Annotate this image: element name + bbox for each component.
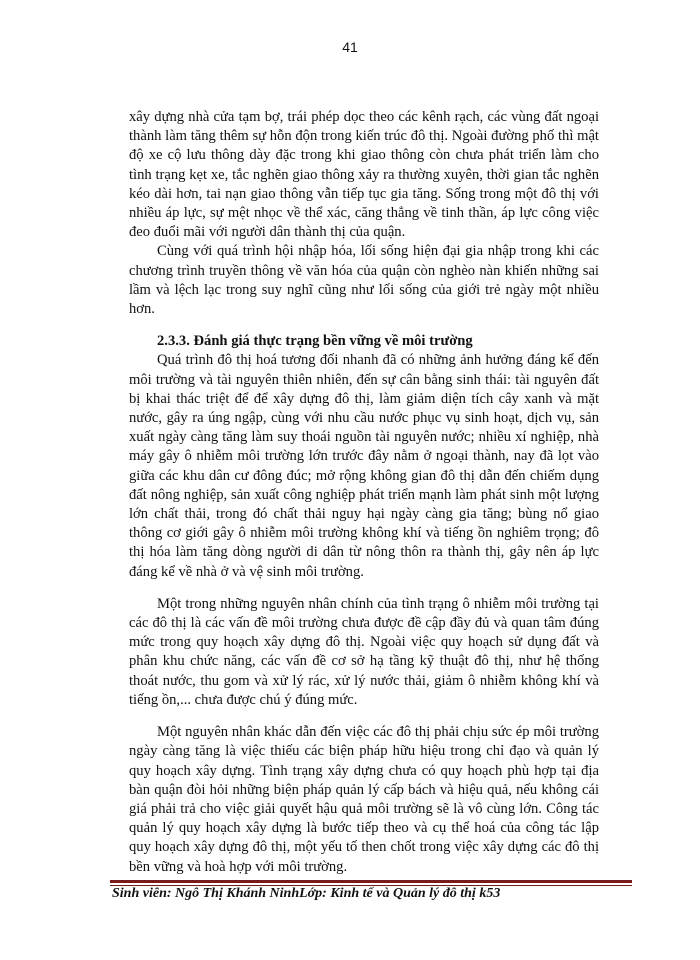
section-heading: 2.3.3. Đánh giá thực trạng bền vững về môi trường bbox=[157, 333, 473, 350]
paragraph: Một trong những nguyên nhân chính của tình trạng ô nhiễm môi trường tại các đô thị là các vấn đề môi trường chưa được đề cập đầy đủ và quan tâm đúng mức trong quy hoạch xây dựng đô thị. Ngoài việc quy hoạch sử dụng đất và phân khu chức năng, các vấn đề cơ sở hạ tầng kỹ thuật đô thị, như hệ thống thoát nước, thu gom và xử lý rác, xử lý nước thải, giảm ô nhiễm không khí và tiếng ồn,... chưa được chú ý đúng mức. bbox=[129, 595, 599, 708]
paragraph: xây dựng nhà cửa tạm bợ, trái phép dọc theo các kênh rạch, các vùng đất ngoại thành làm tăng thêm sự hỗn độn trong kiến trúc đô thị. Ngoài đường phố thì mật độ xe cộ lưu thông dày đặc trong khi giao thông còn chưa phát triển làm cho tình trạng kẹt xe, tắc nghẽn giao thông xảy ra thường xuyên, thời gian tắc nghẽn kéo dài hơn, tai nạn giao thông vẫn tiếp tục gia tăng. Sống trong một đô thị với nhiều áp lực, sự mệt nhọc về thể xác, căng thẳng về tinh thần, áp lực công việc đeo đuổi mãi với người dân thành thị của quận. bbox=[129, 109, 599, 241]
paragraph: Quá trình đô thị hoá tương đối nhanh đã có những ảnh hưởng đáng kể đến môi trường và tài nguyên thiên nhiên, đến sự cân bằng sinh thái: tài nguyên đất bị khai thác triệt để để xây dựng đô thị, làm giảm diện tích cây xanh và mặt nước, gây ra úng ngập, cùng với nhu cầu nước phục vụ sinh hoạt, dịch vụ, sản xuất ngày càng tăng làm suy thoái nguồn tài nguyên nước; nhiều xí nghiệp, nhà máy gây ô nhiễm môi trường lớn trước đây nằm ở ngoại thành, nay đã lọt vào giữa các khu dân cư đông đúc; mở rộng không gian đô thị dẫn đến chiếm dụng đất nông nghiệp, sản xuất công nghiệp phát triển mạnh làm phát sinh một lượng lớn chất thải, trong đó chất thải nguy hại ngày càng gia tăng; bùng nổ giao thông cơ giới gây ô nhiễm môi trường không khí và tiếng ồn nghiêm trọng; đô thị hóa làm tăng dòng người di dân từ nông thôn ra thành thị, gây nên áp lực đáng kể về nhà ở và vệ sinh môi trường. bbox=[129, 352, 599, 580]
paragraph: Một nguyên nhân khác dẫn đến việc các đô thị phải chịu sức ép môi trường ngày càng tăng là việc thiếu các biện pháp hữu hiệu trong chỉ đạo và quản lý quy hoạch xây dựng. Tình trạng xây dựng chưa có quy hoạch phù hợp tại địa bàn quận đòi hỏi những biện pháp quản lý cấp bách và hiệu quả, nếu không cái giá phải trả cho việc giải quyết hậu quả môi trường sẽ là vô cùng lớn. Công tác quản lý quy hoạch xây dựng là bước tiếp theo và cụ thể hoá của công tác lập quy hoạch xây dựng đô thị, một yếu tố then chốt trong việc xây dựng các đô thị bền vững và hoà hợp với môi trường. bbox=[129, 724, 599, 875]
document-body bbox=[129, 108, 599, 877]
page-number: 41 bbox=[342, 39, 358, 55]
page-footer: Sinh viên: Ngô Thị Khánh NinhLớp: Kinh tế và Quản lý đô thị k53 bbox=[112, 886, 501, 901]
paragraph: Cùng với quá trình hội nhập hóa, lối sống hiện đại gia nhập trong khi các chương trình truyền thông về văn hóa của quận còn nghèo nàn khiến những sai lầm và lệch lạc trong suy nghĩ cũng như lối sống của giới trẻ ngày một nhiều hơn. bbox=[129, 243, 599, 318]
footer-rule bbox=[110, 880, 632, 883]
